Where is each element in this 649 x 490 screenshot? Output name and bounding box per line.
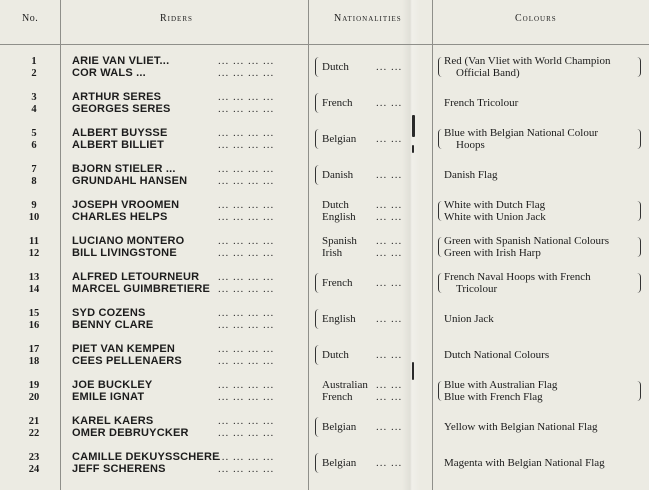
bracket bbox=[315, 93, 320, 113]
colour-description: Blue with Australian Flag bbox=[444, 379, 558, 391]
rider-number: 14 bbox=[28, 284, 40, 295]
nationality: Belgian bbox=[322, 421, 357, 433]
leader-dots: ... ... ... ... bbox=[218, 379, 275, 391]
leader-dots: ... ... bbox=[376, 169, 403, 181]
rider-name: GRUNDAHL HANSEN bbox=[72, 175, 188, 187]
rider-number: 15 bbox=[28, 308, 40, 319]
bracket bbox=[438, 129, 443, 149]
rider-name: BILL LIVINGSTONE bbox=[72, 247, 177, 259]
leader-dots: ... ... bbox=[376, 211, 403, 223]
nationality: English bbox=[322, 313, 356, 325]
rider-number: 21 bbox=[28, 416, 40, 427]
rider-name: CAMILLE DEKUYSSCHERE bbox=[72, 451, 220, 463]
rider-name: JOSEPH VROOMEN bbox=[72, 199, 180, 211]
colour-description: Magenta with Belgian National Flag bbox=[444, 457, 605, 469]
bracket bbox=[636, 57, 641, 77]
leader-dots: ... ... bbox=[376, 235, 403, 247]
colour-description: Tricolour bbox=[456, 283, 498, 295]
rider-number: 11 bbox=[29, 236, 39, 247]
bracket bbox=[315, 57, 320, 77]
nationality: Dutch bbox=[322, 199, 349, 211]
colour-description: Green with Irish Harp bbox=[444, 247, 541, 259]
leader-dots: ... ... ... ... bbox=[218, 247, 275, 259]
leader-dots: ... ... bbox=[376, 313, 403, 325]
leader-dots: ... ... bbox=[376, 421, 403, 433]
rider-name: CHARLES HELPS bbox=[72, 211, 168, 223]
rider-pair bbox=[0, 163, 649, 191]
bracket bbox=[315, 129, 320, 149]
leader-dots: ... ... bbox=[376, 133, 403, 145]
leader-dots: ... ... bbox=[376, 349, 403, 361]
leader-dots: ... ... bbox=[376, 61, 403, 73]
rider-name: BJORN STIELER ... bbox=[72, 163, 176, 175]
colour-description: Hoops bbox=[456, 139, 485, 151]
bracket bbox=[315, 165, 320, 185]
colour-description: Red (Van Vliet with World Champion bbox=[444, 55, 611, 67]
rider-name: CEES PELLENAERS bbox=[72, 355, 182, 367]
leader-dots: ... ... ... ... bbox=[218, 391, 275, 403]
rider-name: ARIE VAN VLIET... bbox=[72, 55, 170, 67]
rider-number: 12 bbox=[28, 248, 40, 259]
colour-description: Union Jack bbox=[444, 313, 494, 325]
rider-number: 19 bbox=[28, 380, 40, 391]
rider-number: 2 bbox=[31, 68, 37, 79]
ink-mark bbox=[412, 145, 414, 153]
rider-name: PIET VAN KEMPEN bbox=[72, 343, 176, 355]
rider-pair bbox=[0, 91, 649, 119]
leader-dots: ... ... bbox=[376, 97, 403, 109]
leader-dots: ... ... ... ... bbox=[218, 55, 275, 67]
colour-description: French Naval Hoops with French bbox=[444, 271, 591, 283]
rider-number: 6 bbox=[31, 140, 37, 151]
nationality: English bbox=[322, 211, 356, 223]
bracket bbox=[438, 57, 443, 77]
leader-dots: ... ... bbox=[376, 277, 403, 289]
leader-dots: ... ... bbox=[376, 391, 403, 403]
nationality: Australian bbox=[322, 379, 368, 391]
bracket bbox=[315, 417, 320, 437]
bracket bbox=[315, 345, 320, 365]
nationality: Belgian bbox=[322, 457, 357, 469]
rider-pair bbox=[0, 307, 649, 335]
rider-number: 7 bbox=[31, 164, 37, 175]
rider-name: JOE BUCKLEY bbox=[72, 379, 153, 391]
leader-dots: ... ... ... ... bbox=[218, 319, 275, 331]
colour-description: White with Dutch Flag bbox=[444, 199, 546, 211]
nationality: Irish bbox=[322, 247, 343, 259]
leader-dots: ... ... ... ... bbox=[218, 343, 275, 355]
rider-number: 23 bbox=[28, 452, 40, 463]
bracket bbox=[438, 273, 443, 293]
leader-dots: ... ... bbox=[376, 199, 403, 211]
rider-number: 5 bbox=[31, 128, 37, 139]
bracket bbox=[315, 309, 320, 329]
leader-dots: ... ... ... ... bbox=[218, 163, 275, 175]
leader-dots: ... ... ... ... bbox=[218, 127, 275, 139]
rider-number: 13 bbox=[28, 272, 40, 283]
colour-description: White with Union Jack bbox=[444, 211, 546, 223]
leader-dots: ... ... ... ... bbox=[218, 271, 275, 283]
rider-pair bbox=[0, 55, 649, 83]
rider-number: 20 bbox=[28, 392, 40, 403]
rider-pair bbox=[0, 271, 649, 299]
bracket bbox=[315, 273, 320, 293]
rider-name: KAREL KAERS bbox=[72, 415, 154, 427]
rider-name: MARCEL GUIMBRETIERE bbox=[72, 283, 211, 295]
leader-dots: ... ... ... ... bbox=[218, 427, 275, 439]
nationality: French bbox=[322, 277, 353, 289]
rider-number: 8 bbox=[31, 176, 37, 187]
header-nationalities: Nationalities bbox=[334, 13, 402, 24]
leader-dots: ... ... ... ... bbox=[218, 355, 275, 367]
nationality: Spanish bbox=[322, 235, 357, 247]
rider-pair bbox=[0, 127, 649, 155]
bracket bbox=[636, 273, 641, 293]
rider-name: ALBERT BUYSSE bbox=[72, 127, 168, 139]
leader-dots: ... ... bbox=[376, 379, 403, 391]
rider-name: COR WALS ... bbox=[72, 67, 146, 79]
header-no: No. bbox=[22, 13, 39, 24]
colour-description: Dutch National Colours bbox=[444, 349, 550, 361]
header-divider bbox=[0, 44, 649, 45]
rider-number: 16 bbox=[28, 320, 40, 331]
leader-dots: ... ... ... ... bbox=[218, 175, 275, 187]
rider-number: 3 bbox=[31, 92, 37, 103]
bracket bbox=[438, 381, 443, 401]
bracket bbox=[636, 129, 641, 149]
rider-pair bbox=[0, 235, 649, 263]
bracket bbox=[438, 237, 443, 257]
leader-dots: ... ... ... ... bbox=[218, 463, 275, 475]
leader-dots: ... ... ... ... bbox=[218, 451, 275, 463]
colour-description: Yellow with Belgian National Flag bbox=[444, 421, 598, 433]
ink-mark bbox=[412, 115, 415, 137]
bracket bbox=[438, 201, 443, 221]
nationality: Danish bbox=[322, 169, 354, 181]
rider-number: 24 bbox=[28, 464, 40, 475]
rider-number: 17 bbox=[28, 344, 40, 355]
nationality: French bbox=[322, 97, 353, 109]
leader-dots: ... ... ... ... bbox=[218, 67, 275, 79]
colour-description: Official Band) bbox=[456, 67, 520, 79]
rider-name: ARTHUR SERES bbox=[72, 91, 162, 103]
leader-dots: ... ... ... ... bbox=[218, 307, 275, 319]
rider-pair bbox=[0, 379, 649, 407]
header-riders: Riders bbox=[160, 13, 193, 24]
rider-number: 10 bbox=[28, 212, 40, 223]
rider-name: GEORGES SERES bbox=[72, 103, 171, 115]
colour-description: Green with Spanish National Colours bbox=[444, 235, 609, 247]
rider-name: SYD COZENS bbox=[72, 307, 146, 319]
leader-dots: ... ... ... ... bbox=[218, 103, 275, 115]
colour-description: French Tricolour bbox=[444, 97, 519, 109]
colour-description: Danish Flag bbox=[444, 169, 498, 181]
rider-number: 9 bbox=[31, 200, 37, 211]
rider-number: 22 bbox=[28, 428, 40, 439]
leader-dots: ... ... ... ... bbox=[218, 283, 275, 295]
rider-pair bbox=[0, 199, 649, 227]
nationality: Belgian bbox=[322, 133, 357, 145]
rider-name: OMER DEBRUYCKER bbox=[72, 427, 189, 439]
nationality: French bbox=[322, 391, 353, 403]
leader-dots: ... ... bbox=[376, 457, 403, 469]
rider-number: 4 bbox=[31, 104, 37, 115]
leader-dots: ... ... ... ... bbox=[218, 211, 275, 223]
rider-name: LUCIANO MONTERO bbox=[72, 235, 185, 247]
rider-pair bbox=[0, 343, 649, 371]
ink-mark bbox=[412, 362, 414, 380]
leader-dots: ... ... bbox=[376, 247, 403, 259]
leader-dots: ... ... ... ... bbox=[218, 199, 275, 211]
rider-name: JEFF SCHERENS bbox=[72, 463, 166, 475]
leader-dots: ... ... ... ... bbox=[218, 139, 275, 151]
bracket bbox=[315, 453, 320, 473]
leader-dots: ... ... ... ... bbox=[218, 415, 275, 427]
rider-pair bbox=[0, 415, 649, 443]
rider-pair bbox=[0, 451, 649, 479]
nationality: Dutch bbox=[322, 61, 349, 73]
nationality: Dutch bbox=[322, 349, 349, 361]
header-colours: Colours bbox=[515, 13, 557, 24]
rider-number: 1 bbox=[31, 56, 37, 67]
rider-name: EMILE IGNAT bbox=[72, 391, 145, 403]
bracket bbox=[636, 237, 641, 257]
rider-number: 18 bbox=[28, 356, 40, 367]
bracket bbox=[636, 381, 641, 401]
colour-description: Blue with Belgian National Colour bbox=[444, 127, 598, 139]
leader-dots: ... ... ... ... bbox=[218, 235, 275, 247]
rider-name: BENNY CLARE bbox=[72, 319, 154, 331]
leader-dots: ... ... ... ... bbox=[218, 91, 275, 103]
bracket bbox=[636, 201, 641, 221]
rider-name: ALFRED LETOURNEUR bbox=[72, 271, 200, 283]
colour-description: Blue with French Flag bbox=[444, 391, 543, 403]
rider-name: ALBERT BILLIET bbox=[72, 139, 165, 151]
